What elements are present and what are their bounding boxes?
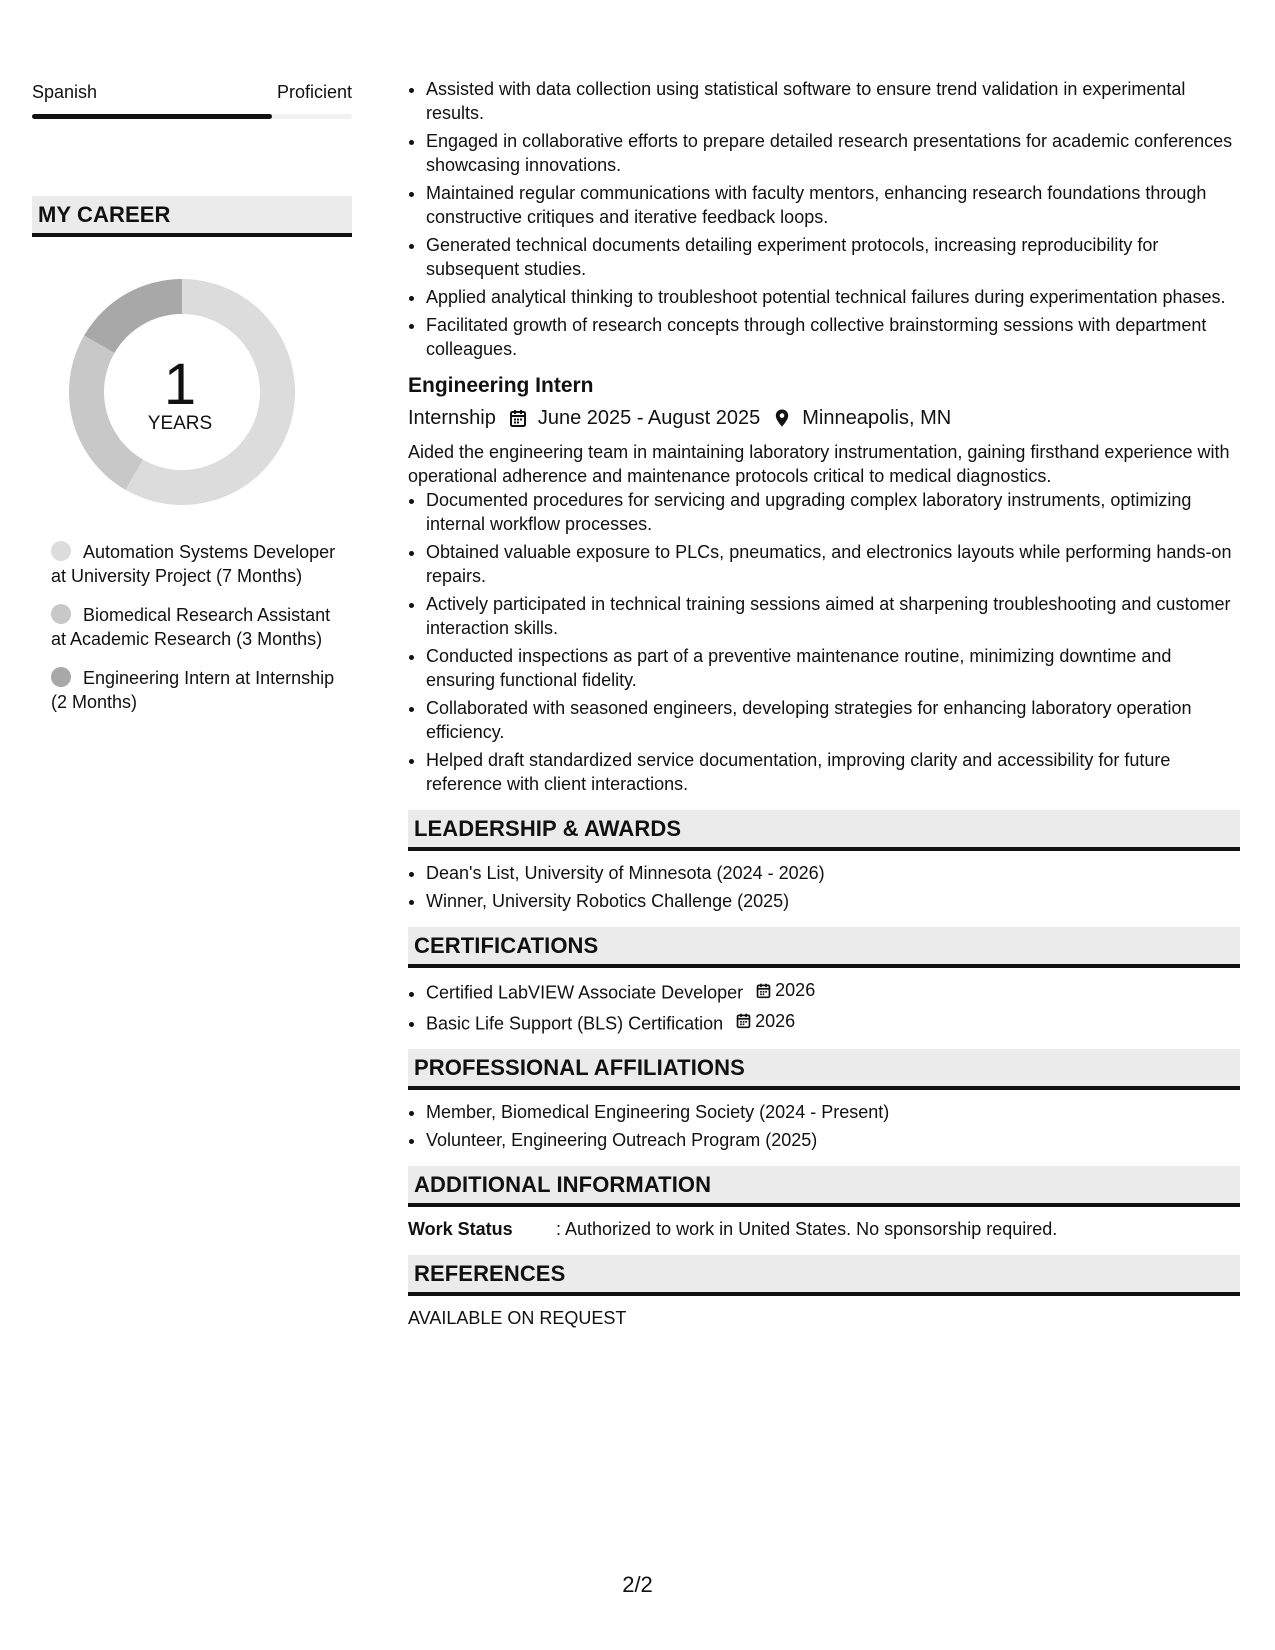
legend-dot <box>51 604 71 624</box>
language-proficiency-bar <box>32 114 352 119</box>
internship-bullet: • Collaborated with seasoned engineers, developing strategies for enhancing laboratory operation efficiency. <box>426 696 1240 744</box>
certifications-section <box>408 927 1240 1035</box>
certification-date <box>735 1009 795 1033</box>
legend-dot <box>51 541 71 561</box>
legend-label: Engineering Intern at Internship (2 Months) <box>51 668 335 712</box>
certification-name: Certified LabVIEW Associate Developer <box>426 982 744 1003</box>
leadership-item: • Winner, University Robotics Challenge (2025) <box>426 889 1240 913</box>
certification-year: 2026 <box>775 980 816 1000</box>
affiliations-section <box>408 1049 1240 1152</box>
leadership-list <box>408 861 1240 913</box>
research-bullet: • Applied analytical thinking to troubleshoot potential technical failures during experimentation phases. <box>426 285 1240 309</box>
job-meta <box>408 405 1240 431</box>
additional-section <box>408 1166 1240 1241</box>
right-column <box>408 0 1240 1330</box>
internship-bullet: • Documented procedures for servicing and upgrading complex laboratory instruments, optimizing internal workflow processes. <box>426 488 1240 536</box>
certifications-heading: CERTIFICATIONS <box>408 927 1240 968</box>
internship-bullet: • Obtained valuable exposure to PLCs, pneumatics, and electronics layouts while performing hands-on repairs. <box>426 540 1240 588</box>
research-bullet-list <box>408 77 1240 361</box>
page-number: 2/2 <box>622 1572 653 1597</box>
certification-item <box>426 978 1240 1005</box>
legend-label: Biomedical Research Assistant at Academic Research (3 Months) <box>51 605 331 649</box>
career-legend-item <box>51 540 341 588</box>
references-text: AVAILABLE ON REQUEST <box>408 1308 627 1328</box>
research-bullet: • Engaged in collaborative efforts to prepare detailed research presentations for academic conferences showcasing innovations. <box>426 129 1240 177</box>
career-legend-item <box>51 603 341 651</box>
research-bullet: • Assisted with data collection using statistical software to ensure trend validation in experimental results. <box>426 77 1240 125</box>
affiliations-list <box>408 1100 1240 1152</box>
internship-bullet-list <box>408 488 1240 796</box>
references-heading: REFERENCES <box>408 1255 1240 1296</box>
calendar-icon <box>755 982 775 999</box>
career-total-value: 1 <box>163 352 197 417</box>
legend-label: Automation Systems Developer at University Project (7 Months) <box>51 542 336 586</box>
certification-item <box>426 1009 1240 1036</box>
certification-name: Basic Life Support (BLS) Certification <box>426 1013 724 1033</box>
leadership-heading: LEADERSHIP & AWARDS <box>408 810 1240 851</box>
research-bullet: • Generated technical documents detailing experiment protocols, increasing reproducibility for subsequent studies. <box>426 233 1240 281</box>
job-location: Minneapolis, MN <box>802 407 952 429</box>
certifications-list <box>408 978 1240 1035</box>
job-description: Aided the engineering team in maintaining laboratory instrumentation, gaining firsthand experience with operational adherence and maintenance protocols critical to medical diagnostics. <box>408 442 1230 486</box>
work-status-value: : Authorized to work in United States. No sponsorship required. <box>556 1219 1058 1239</box>
certification-date <box>755 978 815 1002</box>
location-pin-icon <box>772 408 792 428</box>
legend-dot <box>51 667 71 687</box>
work-status-row <box>408 1217 1240 1241</box>
additional-heading: ADDITIONAL INFORMATION <box>408 1166 1240 1207</box>
job-company: Internship <box>408 407 496 429</box>
internship-bullet: • Helped draft standardized service documentation, improving clarity and accessibility for future reference with client interactions. <box>426 748 1240 796</box>
job-dates: June 2025 - August 2025 <box>537 407 761 429</box>
affiliation-item: • Volunteer, Engineering Outreach Program (2025) <box>426 1128 1240 1152</box>
research-bullet: • Facilitated growth of research concepts through collective brainstorming sessions with department colleagues. <box>426 313 1240 361</box>
language-name: Spanish <box>32 82 98 102</box>
internship-bullet: • Actively participated in technical training sessions aimed at sharpening troubleshooting and customer interaction skills. <box>426 592 1240 640</box>
calendar-icon <box>735 1012 755 1029</box>
career-legend-item <box>51 666 341 714</box>
leadership-section <box>408 810 1240 913</box>
internship-bullet: • Conducted inspections as part of a preventive maintenance routine, minimizing downtime and ensuring functional fidelity. <box>426 644 1240 692</box>
career-total-unit: YEARS <box>147 413 213 434</box>
donut-segment <box>84 279 182 353</box>
references-section <box>408 1255 1240 1330</box>
language-level: Proficient <box>276 82 352 102</box>
career-legend <box>51 540 341 729</box>
work-status-label: Work Status <box>408 1219 513 1239</box>
career-heading: MY CAREER <box>32 196 352 237</box>
certification-year: 2026 <box>755 1010 796 1031</box>
research-bullet: • Maintained regular communications with faculty mentors, enhancing research foundations through constructive critiques and iterative feedback loops. <box>426 181 1240 229</box>
leadership-item: • Dean's List, University of Minnesota (2024 - 2026) <box>426 861 1240 885</box>
language-proficiency-fill <box>32 114 272 119</box>
calendar-icon <box>508 408 528 428</box>
job-title: Engineering Intern <box>408 374 594 397</box>
affiliation-item: • Member, Biomedical Engineering Society (2024 - Present) <box>426 1100 1240 1124</box>
affiliations-heading: PROFESSIONAL AFFILIATIONS <box>408 1049 1240 1090</box>
